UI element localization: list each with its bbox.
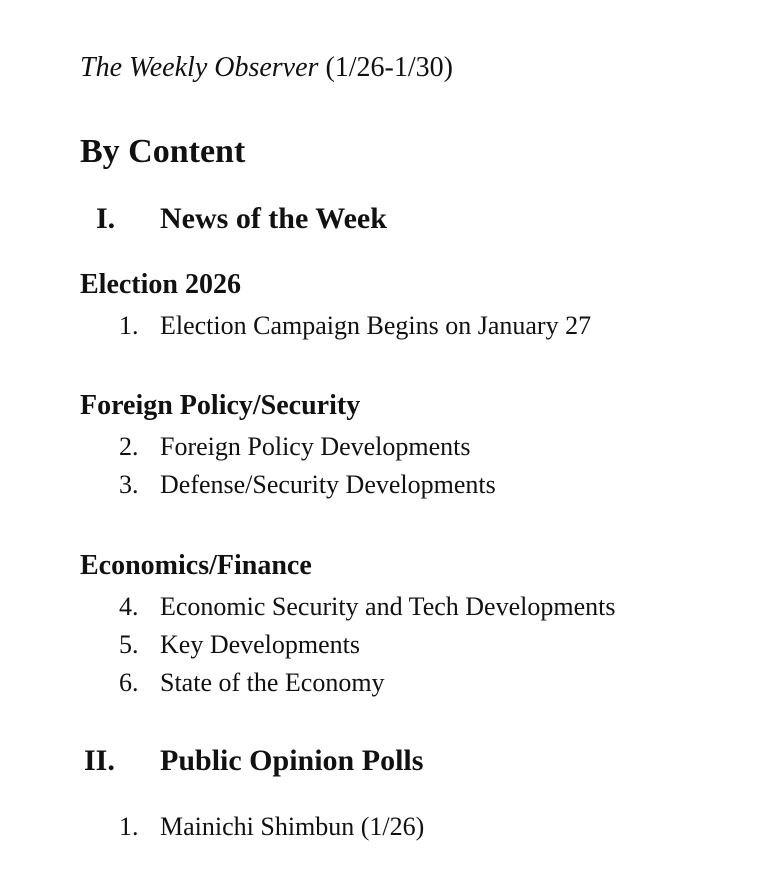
part-title: News of the Week: [160, 202, 387, 235]
list-item-number: 6.: [119, 668, 139, 697]
part-heading-public-opinion-polls: [0, 742, 768, 780]
list-item-number: 4.: [119, 592, 139, 621]
date-range: (1/26-1/30): [318, 52, 453, 83]
list-item-number: 2.: [119, 432, 139, 461]
part-heading-news-of-the-week: [0, 200, 768, 238]
list-item-text: Election Campaign Begins on January 27: [160, 311, 592, 340]
part-numeral: II.: [84, 744, 115, 777]
list-item-text: Key Developments: [160, 630, 361, 659]
list-item-text: State of the Economy: [160, 668, 385, 697]
subheading-foreign-policy-security: Foreign Policy/Security: [80, 390, 361, 421]
subheading-economics-finance: Economics/Finance: [80, 550, 312, 581]
list-item-number: 3.: [119, 470, 139, 499]
list-item-text: Defense/Security Developments: [160, 470, 496, 499]
list-item-text: Foreign Policy Developments: [160, 432, 471, 461]
list-item-number: 5.: [119, 630, 139, 659]
list-item-text: Economic Security and Tech Developments: [160, 592, 616, 621]
part-title: Public Opinion Polls: [160, 744, 424, 777]
part-numeral: I.: [96, 202, 116, 235]
publication-name: The Weekly Observer: [80, 52, 319, 83]
list-item-number: 1.: [119, 812, 139, 841]
document-title: [80, 50, 453, 86]
list-item-text: Mainichi Shimbun (1/26): [160, 812, 425, 841]
list-item-number: 1.: [119, 311, 139, 340]
section-heading-by-content: By Content: [80, 133, 246, 170]
subheading-election-2026: Election 2026: [80, 269, 241, 300]
